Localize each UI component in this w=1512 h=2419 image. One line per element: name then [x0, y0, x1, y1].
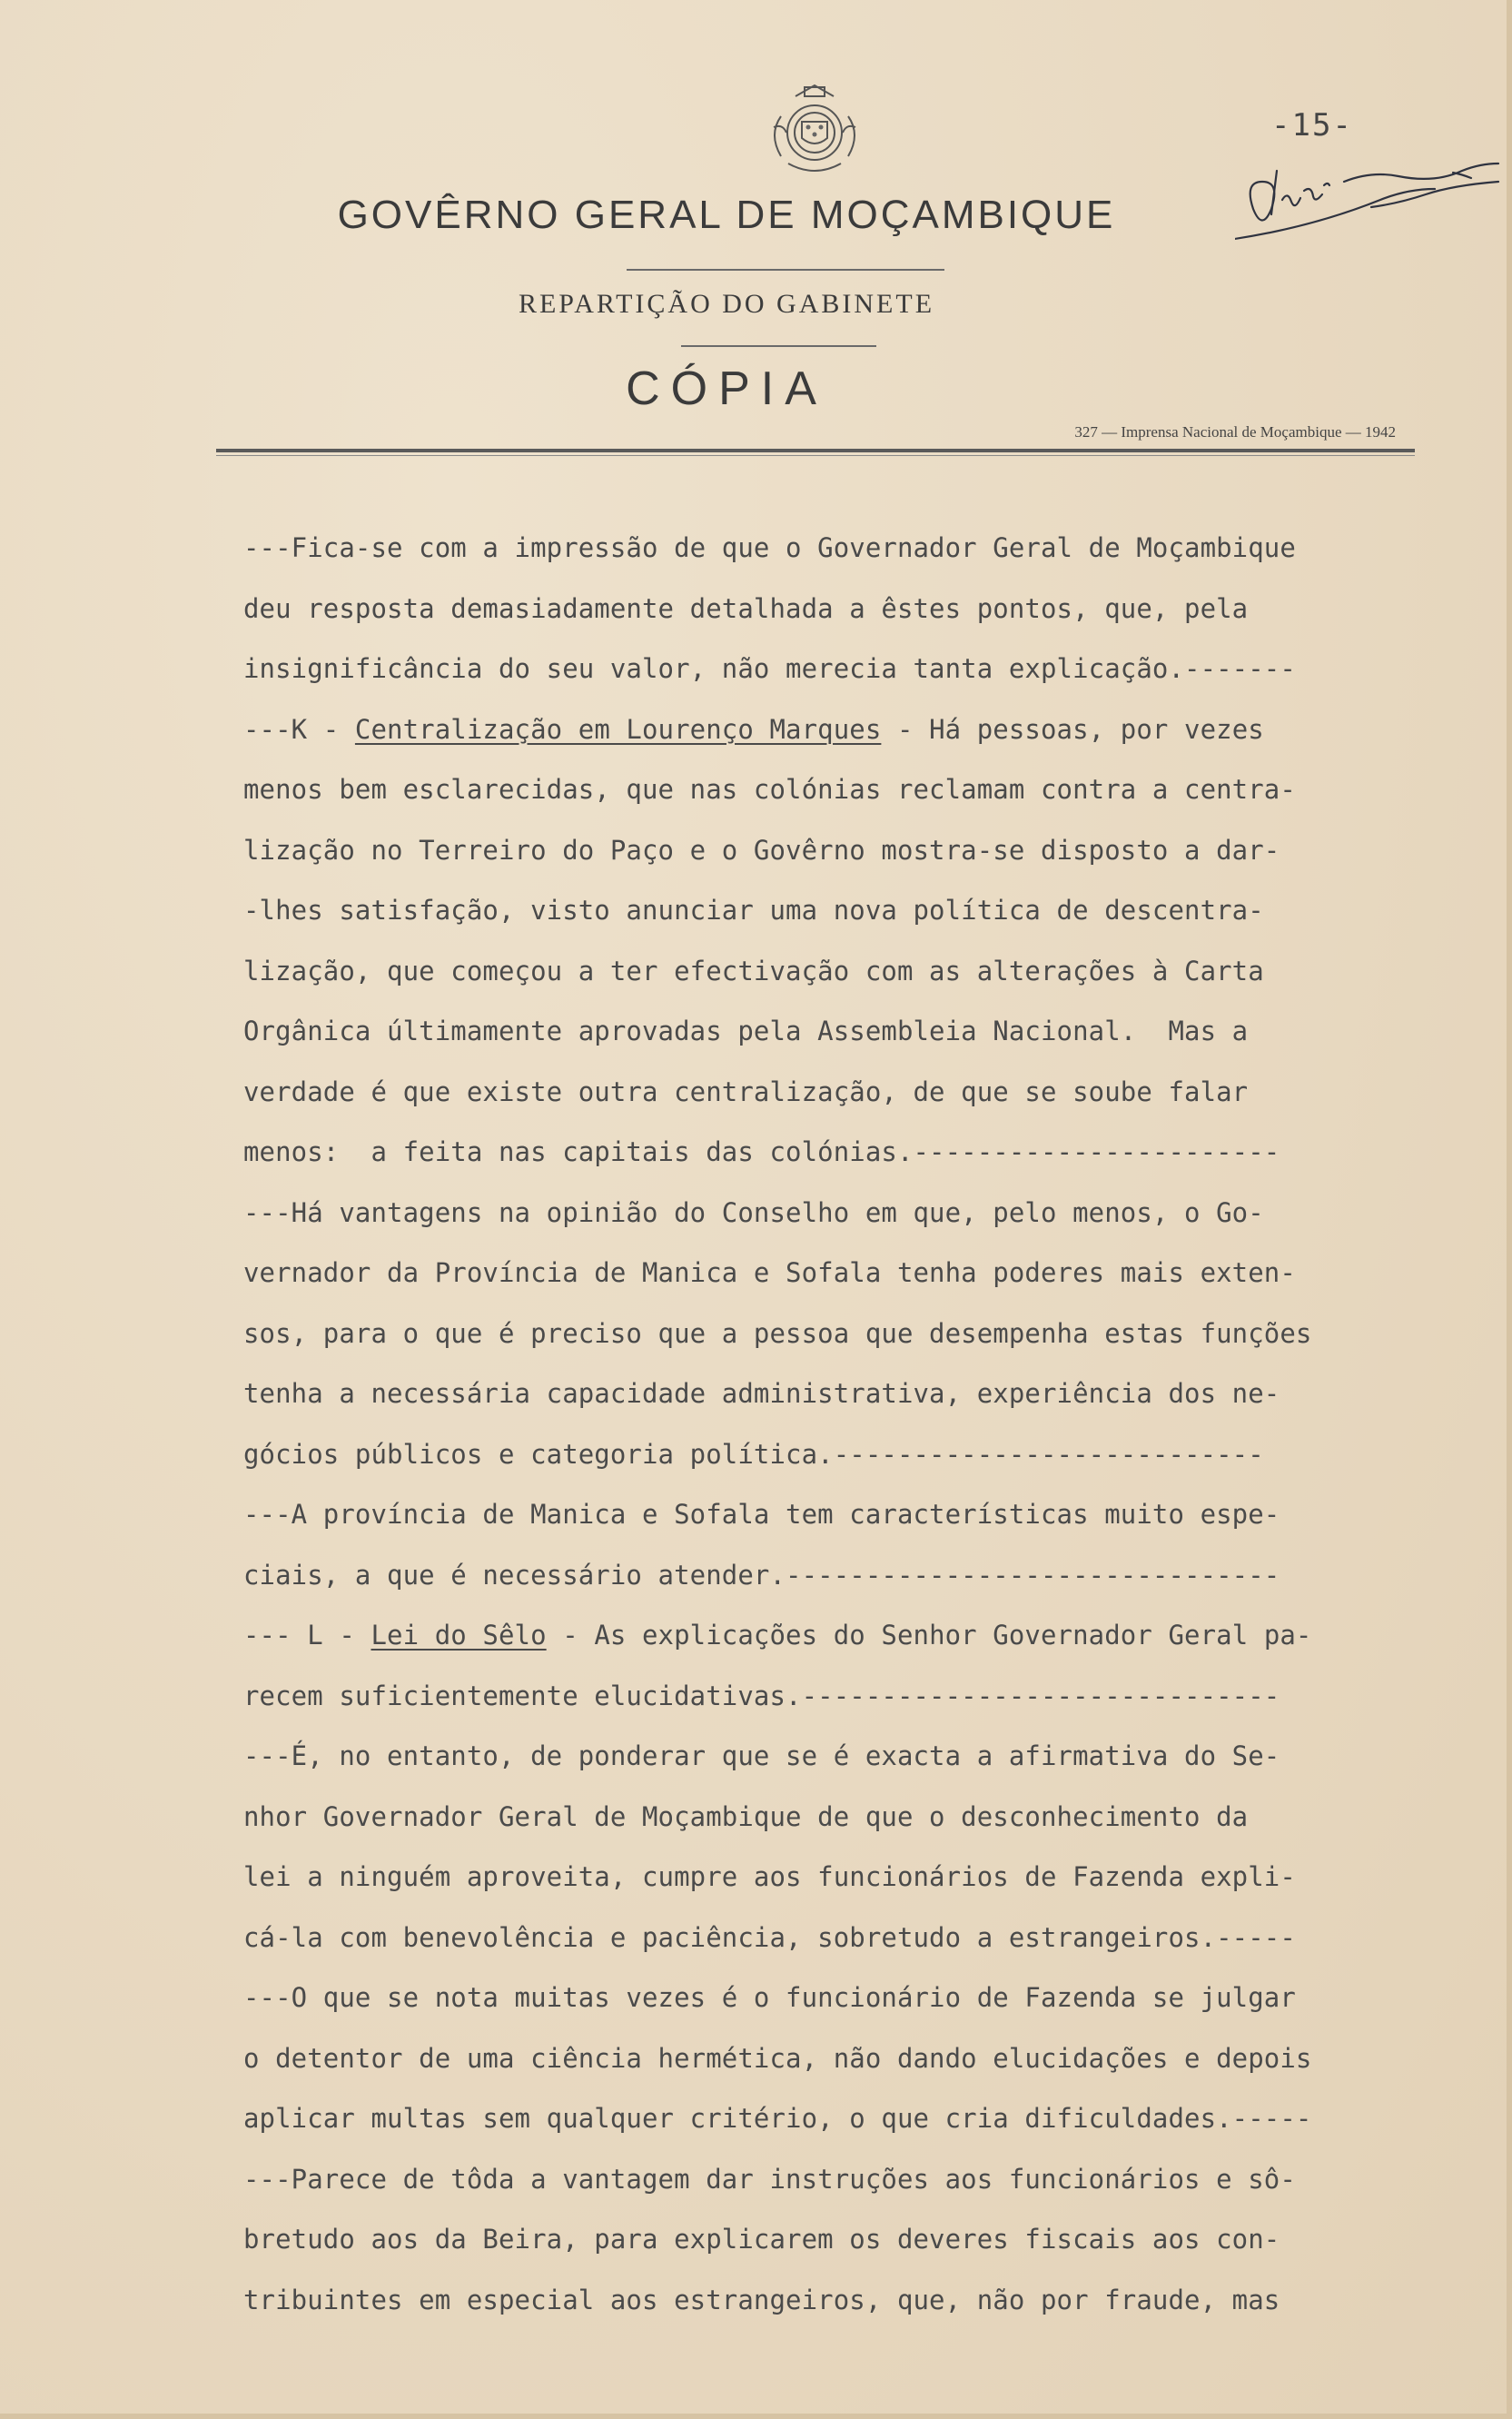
- text-line: ---A província de Manica e Sofala tem características muito espe-: [243, 1499, 1280, 1530]
- text-line: ciais, a que é necessário atender.-------------------------------: [243, 1559, 1280, 1591]
- text-line: recem suficientemente elucidativas.------------------------------: [243, 1680, 1280, 1711]
- text-line: verdade é que existe outra centralização, de que se soube falar: [243, 1076, 1249, 1107]
- text-segment: ---K -: [243, 713, 355, 745]
- typewritten-body: [243, 518, 1451, 2330]
- page-number: -15-: [1271, 107, 1353, 144]
- text-line: ---Há vantagens na opinião do Conselho em que, pelo menos, o Go-: [243, 1196, 1264, 1228]
- text-line: o detentor de uma ciência hermética, não dando elucidações e depois: [243, 2042, 1312, 2074]
- header-rule: [216, 449, 1415, 452]
- text-line: sos, para o que é preciso que a pessoa que desempenha estas funções: [243, 1317, 1312, 1349]
- text-line: gócios públicos e categoria política.---------------------------: [243, 1438, 1264, 1470]
- text-line: tribuintes em especial aos estrangeiros, que, não por fraude, mas: [243, 2284, 1280, 2315]
- text-segment: - Há pessoas, por vezes: [881, 713, 1264, 745]
- coat-of-arms-seal: [761, 80, 868, 178]
- text-line: lização, que começou a ter efectivação com as alterações à Carta: [243, 955, 1264, 986]
- text-line: cá-la com benevolência e paciência, sobretudo a estrangeiros.-----: [243, 1921, 1296, 1953]
- text-segment: - As explicações do Senhor Governador Geral pa-: [546, 1620, 1312, 1651]
- text-line: insignificância do seu valor, não merecia tanta explicação.-------: [243, 653, 1296, 684]
- text-line: vernador da Província de Manica e Sofala tenha poderes mais exten-: [243, 1257, 1296, 1288]
- text-line: Orgânica últimamente aprovadas pela Assembleia Nacional. Mas a: [243, 1016, 1249, 1046]
- text-line: lização no Terreiro do Paço e o Govêrno mostra-se disposto a dar-: [243, 834, 1280, 866]
- text-line: nhor Governador Geral de Moçambique de que o desconhecimento da: [243, 1800, 1249, 1832]
- text-line: -lhes satisfação, visto anunciar uma nova política de descentra-: [243, 895, 1264, 926]
- text-segment: --- L -: [243, 1620, 371, 1651]
- document-type: CÓPIA: [626, 362, 827, 415]
- text-line: lei a ninguém aproveita, cumpre aos funcionários de Fazenda expli-: [243, 1861, 1296, 1892]
- text-line: ---Fica-se com a impressão de que o Governador Geral de Moçambique: [243, 532, 1296, 563]
- office-title: GOVÊRNO GERAL DE MOÇAMBIQUE: [337, 193, 1116, 237]
- text-line: deu resposta demasiadamente detalhada a êstes pontos, que, pela: [243, 592, 1249, 624]
- text-line: [243, 1605, 1451, 1666]
- underlined-heading: Lei do Sêlo: [371, 1620, 547, 1651]
- header-rule: [216, 455, 1415, 456]
- text-line: [243, 699, 1451, 760]
- text-line: ---É, no entanto, de ponderar que se é exacta a afirmativa do Se-: [243, 1740, 1280, 1771]
- text-line: menos bem esclarecidas, que nas colónias reclamam contra a centra-: [243, 774, 1296, 805]
- text-line: bretudo aos da Beira, para explicarem os deveres fiscais aos con-: [243, 2224, 1280, 2255]
- paper-edge-right: [1507, 0, 1512, 2419]
- text-line: ---Parece de tôda a vantagem dar instruções aos funcionários e sô-: [243, 2163, 1296, 2195]
- handwritten-signature: [1235, 154, 1507, 263]
- text-line: aplicar multas sem qualquer critério, o que cria dificuldades.-----: [243, 2103, 1312, 2134]
- text-line: ---O que se nota muitas vezes é o funcionário de Fazenda se julgar: [243, 1982, 1296, 2013]
- header-divider: [681, 345, 876, 347]
- paper-edge-bottom: [0, 2414, 1512, 2419]
- text-line: menos: a feita nas capitais das colónias.-----------------------: [243, 1136, 1280, 1167]
- text-line: tenha a necessária capacidade administrativa, experiência dos ne-: [243, 1378, 1280, 1409]
- header-divider: [627, 269, 944, 271]
- imprint-line: 327 — Imprensa Nacional de Moçambique — 1942: [1074, 423, 1396, 441]
- underlined-heading: Centralização em Lourenço Marques: [354, 713, 882, 745]
- department-title: REPARTIÇÃO DO GABINETE: [518, 289, 935, 319]
